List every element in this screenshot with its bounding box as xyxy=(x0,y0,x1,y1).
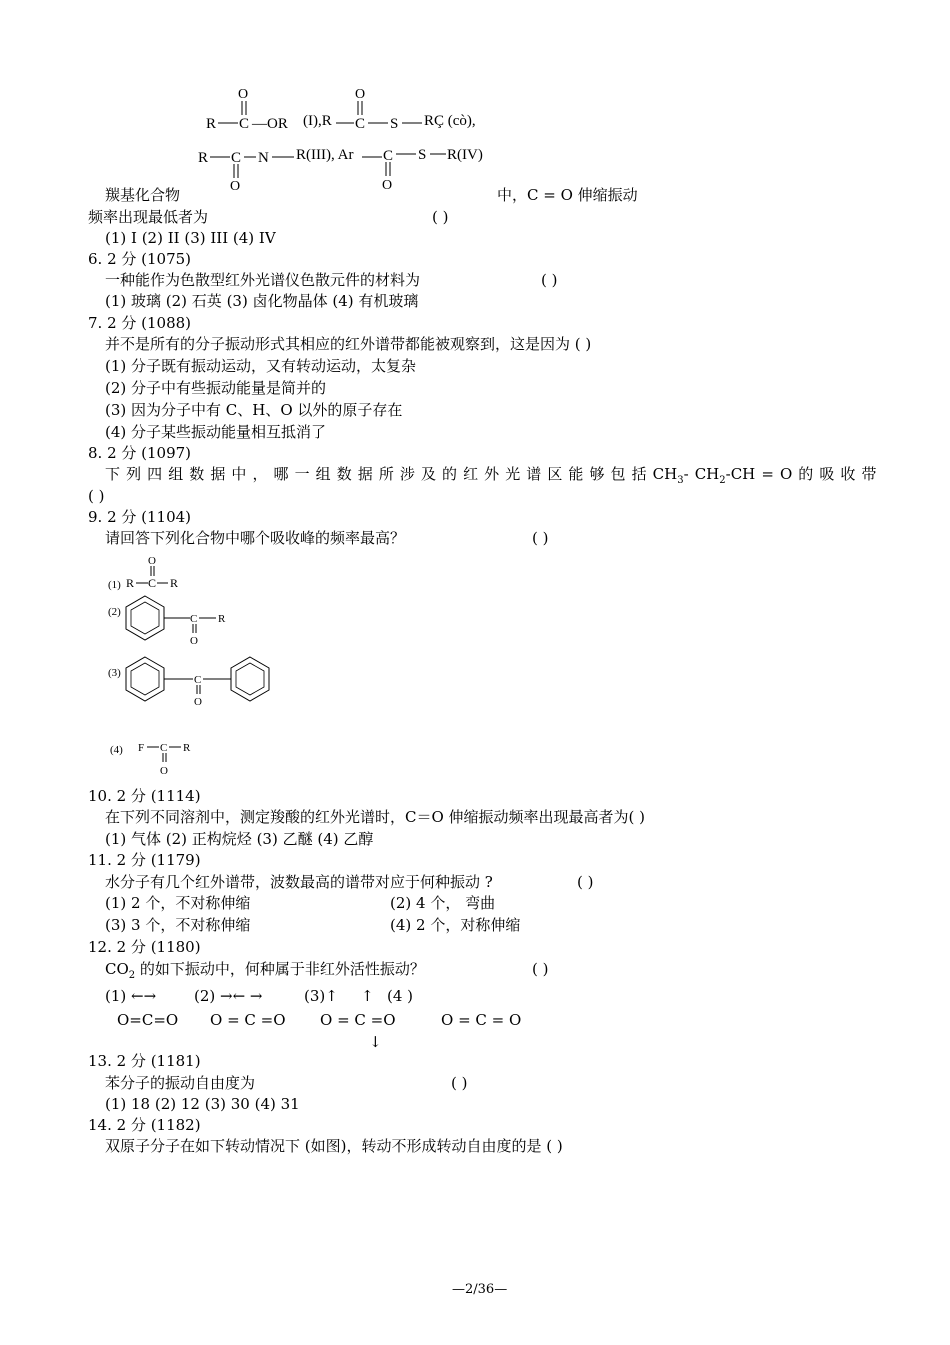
q7-option-1: (1) 分子既有振动运动，又有转动运动，太复杂 xyxy=(105,357,417,375)
q5-label-riv: R(IV) xyxy=(447,147,483,163)
q12-header: 12. 2 分 (1180) xyxy=(88,938,201,956)
q8-stem-word: 所 xyxy=(378,465,394,483)
q9-s4-r: R xyxy=(183,742,191,754)
q8-stem-word: 据 xyxy=(210,465,226,483)
q8-stem-word: 能 xyxy=(568,465,584,483)
q8-stem-line xyxy=(105,465,877,490)
q8-formula-ch2: $CH_2-CH$ xyxy=(694,465,756,486)
q8-tail-word: 带 xyxy=(861,465,877,483)
q5-label-r1: R xyxy=(206,116,217,132)
q9-structures xyxy=(100,552,300,784)
q7-stem: 并不是所有的分子振动形式其相应的红外谱带都能被观察到，这是因为 ( ) xyxy=(105,335,592,353)
q8-stem-word: 的 xyxy=(442,465,458,483)
q9-s3-benzene-ring-right xyxy=(231,657,269,701)
q5-label-o4: O xyxy=(382,178,393,192)
q5-label-c3: C xyxy=(231,150,242,166)
q13-options: (1) 18 (2) 12 (3) 30 (4) 31 xyxy=(105,1095,300,1113)
q9-s4-label: (4) xyxy=(110,744,123,756)
q8-formula-eq: = xyxy=(761,465,774,483)
q9-s1-r1: R xyxy=(126,576,135,590)
q8-stem-word: 及 xyxy=(420,465,436,483)
q10-header: 10. 2 分 (1114) xyxy=(88,787,201,805)
q8-stem-word: 组 xyxy=(315,465,331,483)
q5-label-r3: R xyxy=(198,150,209,166)
q8-stem-word: 据 xyxy=(357,465,373,483)
q7-header: 7. 2 分 (1088) xyxy=(88,314,192,332)
q12-option-3-label: (3)↑ xyxy=(304,987,338,1005)
q8-stem-word: 四 xyxy=(147,465,163,483)
q9-s2-benzene-ring xyxy=(126,596,164,640)
q6-answer-paren: ( ) xyxy=(541,271,558,289)
q8-stem-word: 涉 xyxy=(399,465,415,483)
q12-option-3-up-arrow: ↑ xyxy=(361,987,374,1005)
q8-tail-word: 的 xyxy=(798,465,814,483)
q8-header: 8. 2 分 (1097) xyxy=(88,444,192,462)
q5-label-s2: S xyxy=(418,147,427,163)
q9-s4-c: C xyxy=(160,742,168,754)
q11-header: 11. 2 分 (1179) xyxy=(88,851,201,869)
q5-label-or: —OR xyxy=(252,116,288,132)
q9-s2-label: (2) xyxy=(108,606,121,618)
q8-stem-word: 够 xyxy=(589,465,605,483)
q6-header: 6. 2 分 (1075) xyxy=(88,250,192,268)
q9-s1-label: (1) xyxy=(108,579,121,591)
q11-option-4: (4) 2 个，对称伸缩 xyxy=(390,916,521,934)
q9-stem: 请回答下列化合物中哪个吸收峰的频率最高？ xyxy=(105,529,406,547)
q5-carbonyl-structures xyxy=(190,82,510,192)
q10-stem: 在下列不同溶剂中，测定羧酸的红外光谱时，C＝O 伸缩振动频率出现最高者为( ) xyxy=(105,808,646,826)
q9-s4-f: F xyxy=(138,742,145,754)
q8-stem-word: 中 xyxy=(231,465,247,483)
q8-stem-word: 谱 xyxy=(526,465,542,483)
q5-stem-right: 中，C = O 伸缩振动 xyxy=(497,186,638,204)
page-number: —2/36— xyxy=(452,1282,508,1297)
q13-answer-paren: ( ) xyxy=(451,1074,468,1092)
q9-s3-c: C xyxy=(194,674,202,686)
q9-s1-c: C xyxy=(148,576,157,590)
q9-answer-paren: ( ) xyxy=(532,529,549,547)
q5-label-c1: C xyxy=(239,116,250,132)
q9-s4-o: O xyxy=(160,765,168,777)
q12-stem-co: CO xyxy=(105,960,129,978)
q12-option-4-label: (4 ) xyxy=(387,987,414,1005)
q9-s2-o: O xyxy=(190,635,198,647)
q8-answer-paren: ( ) xyxy=(88,487,105,505)
q8-stem-word: 区 xyxy=(547,465,563,483)
q11-stem: 水分子有几个红外谱带，波数最高的谱带对应于何种振动 ? xyxy=(105,873,493,891)
q12-molecule-2: O = C =O xyxy=(210,1011,286,1029)
q11-option-3: (3) 3 个，不对称伸缩 xyxy=(105,916,251,934)
q13-header: 13. 2 分 (1181) xyxy=(88,1052,201,1070)
q5-label-o3: O xyxy=(230,179,241,192)
q5-label-s1: S xyxy=(390,116,399,132)
q5-label-riii: R(III), Ar xyxy=(296,147,354,163)
q7-option-2: (2) 分子中有些振动能量是简并的 xyxy=(105,379,327,397)
q8-stem-word: 红 xyxy=(463,465,479,483)
q6-stem: 一种能作为色散型红外光谱仪色散元件的材料为 xyxy=(105,271,421,289)
q8-stem-word: 括 xyxy=(631,465,647,483)
q9-s2-r: R xyxy=(218,613,226,625)
q12-answer-paren: ( ) xyxy=(532,960,549,978)
q11-option-1: (1) 2 个，不对称伸缩 xyxy=(105,894,251,912)
q12-option-3-down-arrow: ↓ xyxy=(369,1033,382,1051)
q14-header: 14. 2 分 (1182) xyxy=(88,1116,201,1134)
q5-label-roman1: (I),R xyxy=(303,113,332,129)
q10-options: (1) 气体 (2) 正构烷烃 (3) 乙醚 (4) 乙醇 xyxy=(105,830,374,848)
q13-stem: 苯分子的振动自由度为 xyxy=(105,1074,256,1092)
q12-stem-sub: 2 xyxy=(128,970,136,981)
q12-molecule-3: O = C =O xyxy=(320,1011,396,1029)
q7-option-4: (4) 分子某些振动能量相互抵消了 xyxy=(105,423,327,441)
q8-stem-word: 哪 xyxy=(273,465,289,483)
q5-label-o2: O xyxy=(355,87,366,102)
q5-label-rc: RÇ (cò), xyxy=(424,113,476,129)
q8-stem-word: 数 xyxy=(189,465,205,483)
q9-s2-c: C xyxy=(190,613,198,625)
q8-stem-word: 光 xyxy=(505,465,521,483)
q5-stem-line2: 频率出现最低者为 xyxy=(88,208,209,226)
q8-stem-word: ， xyxy=(252,465,268,483)
q9-s3-label: (3) xyxy=(108,667,121,679)
q9-s1-o: O xyxy=(148,555,156,567)
q5-label-c4: C xyxy=(383,148,394,164)
q8-stem-word: 组 xyxy=(168,465,184,483)
q9-s3-o: O xyxy=(194,696,202,708)
q8-tail-word: 吸 xyxy=(819,465,835,483)
q12-stem xyxy=(105,960,425,985)
q12-option-1-label: (1) ←→ xyxy=(105,987,157,1005)
q8-tail-word: 收 xyxy=(840,465,856,483)
q9-header: 9. 2 分 (1104) xyxy=(88,508,192,526)
q14-stem: 双原子分子在如下转动情况下 (如图)，转动不形成转动自由度的是 ( ) xyxy=(105,1137,563,1155)
q5-options: (1) I (2) II (3) III (4) IV xyxy=(105,229,276,247)
q11-answer-paren: ( ) xyxy=(577,873,594,891)
q8-stem-word: 列 xyxy=(126,465,142,483)
q9-s3-benzene-ring-left xyxy=(126,657,164,701)
q8-stem-word: 包 xyxy=(610,465,626,483)
q5-label-o1: O xyxy=(238,87,249,102)
q12-stem-rest: 的如下振动中，何种属于非红外活性振动？ xyxy=(135,960,425,978)
q5-stem-left: 羰基化合物 xyxy=(105,186,181,204)
q7-option-3: (3) 因为分子中有 C、H、O 以外的原子存在 xyxy=(105,401,403,419)
q9-s1-r2: R xyxy=(170,576,179,590)
q8-stem-word: 下 xyxy=(105,465,121,483)
q11-option-2: (2) 4 个， 弯曲 xyxy=(390,894,496,912)
q8-formula-ch3: $CH_3-$ xyxy=(652,465,689,486)
q5-label-n: N xyxy=(258,150,269,166)
q12-option-2-label: (2) →← → xyxy=(194,987,263,1005)
q8-stem-word: 外 xyxy=(484,465,500,483)
q6-options: (1) 玻璃 (2) 石英 (3) 卤化物晶体 (4) 有机玻璃 xyxy=(105,292,419,310)
q8-stem-word: 一 xyxy=(294,465,310,483)
q12-molecule-4: O = C = O xyxy=(441,1011,522,1029)
q12-molecule-1: O=C=O xyxy=(117,1011,179,1029)
q5-answer-paren: ( ) xyxy=(432,208,449,226)
q5-label-c2: C xyxy=(355,116,366,132)
q8-formula-o: O xyxy=(779,465,793,483)
q8-stem-word: 数 xyxy=(336,465,352,483)
